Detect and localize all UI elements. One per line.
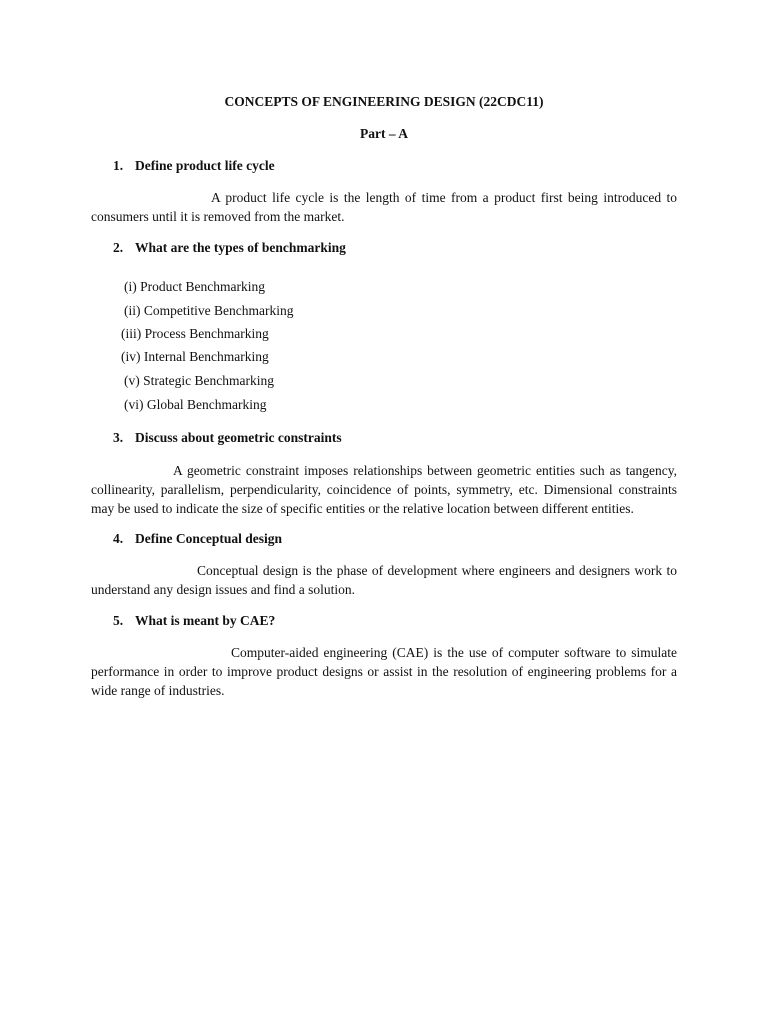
question-text: What is meant by CAE? xyxy=(135,613,276,628)
list-item-strategic-benchmarking: (v) Strategic Benchmarking xyxy=(124,373,274,388)
question-number: 5. xyxy=(113,613,124,628)
answer-5: Computer-aided engineering (CAE) is the use of computer software to simulate performance in order to improve product designs or assist in the resolution of engineering problems for a wide range of industries. xyxy=(91,645,677,698)
question-2 xyxy=(113,240,346,256)
question-number: 3. xyxy=(113,430,124,445)
question-text: Define Conceptual design xyxy=(135,531,283,546)
answer-3: A geometric constraint imposes relationships between geometric entities such as tangency, collinearity, parallelism, perpendicularity, coincidence of points, symmetry, etc. Dimensional constraints may be used to indicate the size of specific entities or the relative location between different entities. xyxy=(91,463,677,516)
list-item-global-benchmarking: (vi) Global Benchmarking xyxy=(124,397,267,412)
section-heading: Part – A xyxy=(360,126,408,141)
question-number: 2. xyxy=(113,240,124,255)
list-item-process-benchmarking: (iii) Process Benchmarking xyxy=(121,326,269,341)
list-item-competitive-benchmarking: (ii) Competitive Benchmarking xyxy=(124,303,294,318)
answer-1: A product life cycle is the length of time from a product first being introduced to consumers until it is removed from the market. xyxy=(91,190,677,224)
list-item-internal-benchmarking: (iv) Internal Benchmarking xyxy=(121,349,269,364)
list-item-product-benchmarking: (i) Product Benchmarking xyxy=(124,279,265,294)
question-text: Define product life cycle xyxy=(135,158,275,173)
question-number: 1. xyxy=(113,158,124,173)
question-1 xyxy=(113,158,275,174)
question-4 xyxy=(113,531,282,547)
question-number: 4. xyxy=(113,531,124,546)
question-text: What are the types of benchmarking xyxy=(135,240,346,255)
question-text: Discuss about geometric constraints xyxy=(135,430,342,445)
document-title: CONCEPTS OF ENGINEERING DESIGN (22CDC11) xyxy=(224,94,544,109)
question-3 xyxy=(113,430,342,446)
question-5 xyxy=(113,613,275,629)
answer-4: Conceptual design is the phase of development where engineers and designers work to understand any design issues and find a solution. xyxy=(91,563,677,597)
